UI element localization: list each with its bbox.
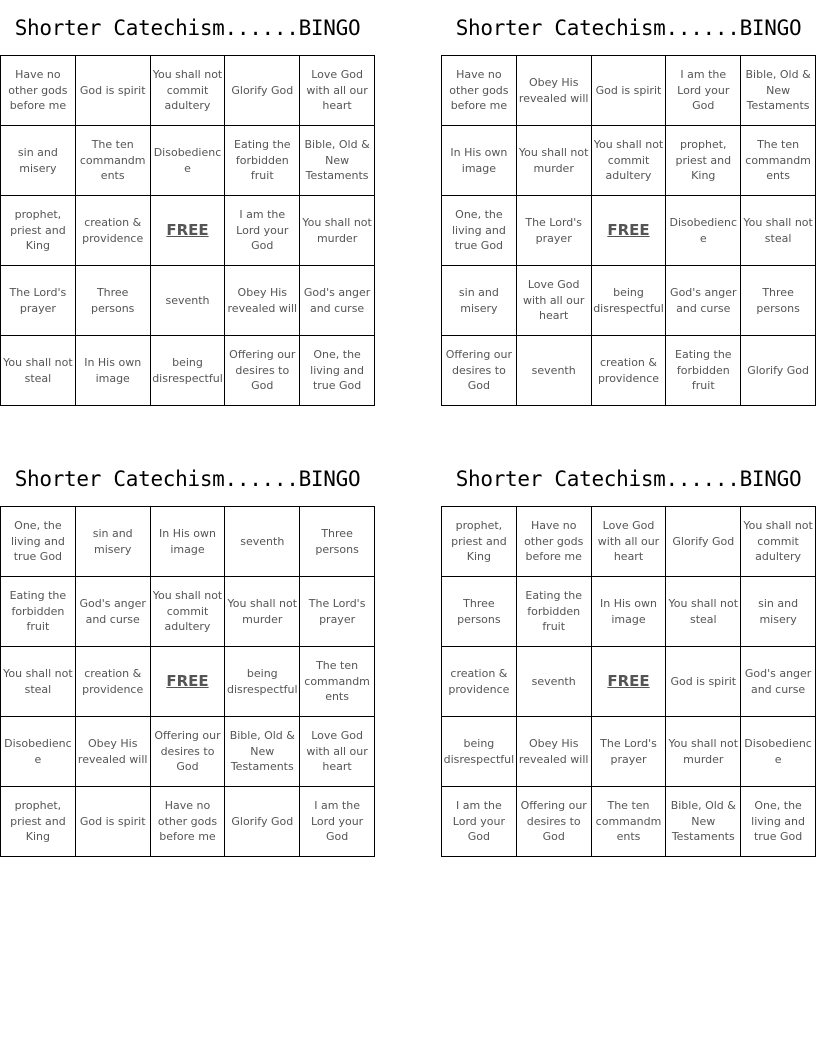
- bingo-cell: Obey His revealed will: [225, 266, 300, 336]
- bingo-cell: One, the living and true God: [741, 787, 816, 857]
- bingo-cell: Obey His revealed will: [517, 717, 592, 787]
- free-space-cell: FREE: [151, 196, 226, 266]
- bingo-cell: creation & providence: [76, 196, 151, 266]
- bingo-cell: prophet, priest and King: [442, 507, 517, 577]
- free-space-cell: FREE: [592, 647, 667, 717]
- bingo-cell: Three persons: [442, 577, 517, 647]
- bingo-cell: One, the living and true God: [442, 196, 517, 266]
- bingo-cell: In His own image: [442, 126, 517, 196]
- bingo-cell: seventh: [517, 336, 592, 406]
- bingo-cell: You shall not commit adultery: [741, 507, 816, 577]
- bingo-cell: Eating the forbidden fruit: [225, 126, 300, 196]
- bingo-cell: The Lord's prayer: [517, 196, 592, 266]
- card-title: Shorter Catechism......BINGO: [14, 467, 361, 491]
- bingo-grid: [0, 506, 375, 857]
- bingo-cell: Bible, Old & New Testaments: [666, 787, 741, 857]
- bingo-cell: Three persons: [741, 266, 816, 336]
- bingo-cell: Disobedience: [666, 196, 741, 266]
- bingo-cell: Love God with all our heart: [517, 266, 592, 336]
- bingo-cell: Love God with all our heart: [300, 717, 375, 787]
- bingo-cell: You shall not steal: [666, 577, 741, 647]
- bingo-cell: Love God with all our heart: [592, 507, 667, 577]
- bingo-cell: Glorify God: [741, 336, 816, 406]
- bingo-cell: In His own image: [592, 577, 667, 647]
- bingo-cell: Disobedience: [741, 717, 816, 787]
- bingo-cell: Bible, Old & New Testaments: [300, 126, 375, 196]
- bingo-cell: creation & providence: [592, 336, 667, 406]
- bingo-cell: sin and misery: [1, 126, 76, 196]
- bingo-cell: You shall not murder: [225, 577, 300, 647]
- bingo-cell: prophet, priest and King: [1, 196, 76, 266]
- bingo-cell: being disrespectful: [225, 647, 300, 717]
- bingo-cell: Eating the forbidden fruit: [666, 336, 741, 406]
- bingo-cell: Offering our desires to God: [517, 787, 592, 857]
- bingo-cell: One, the living and true God: [1, 507, 76, 577]
- bingo-cell: Glorify God: [225, 56, 300, 126]
- bingo-cell: Eating the forbidden fruit: [1, 577, 76, 647]
- bingo-cell: sin and misery: [76, 507, 151, 577]
- bingo-cell: One, the living and true God: [300, 336, 375, 406]
- bingo-cell: You shall not steal: [741, 196, 816, 266]
- bingo-cell: Have no other gods before me: [151, 787, 226, 857]
- free-space-cell: FREE: [592, 196, 667, 266]
- bingo-cell: seventh: [225, 507, 300, 577]
- bingo-cell: I am the Lord your God: [300, 787, 375, 857]
- bingo-cell: Bible, Old & New Testaments: [741, 56, 816, 126]
- bingo-cell: God's anger and curse: [300, 266, 375, 336]
- bingo-cell: Disobedience: [1, 717, 76, 787]
- bingo-cell: The ten commandments: [76, 126, 151, 196]
- bingo-cell: God is spirit: [76, 787, 151, 857]
- bingo-cell: The Lord's prayer: [300, 577, 375, 647]
- bingo-cell: creation & providence: [442, 647, 517, 717]
- bingo-cell: You shall not commit adultery: [151, 56, 226, 126]
- bingo-cell: Obey His revealed will: [517, 56, 592, 126]
- bingo-cell: I am the Lord your God: [225, 196, 300, 266]
- bingo-cell: You shall not steal: [1, 647, 76, 717]
- bingo-cell: Have no other gods before me: [517, 507, 592, 577]
- bingo-cell: seventh: [151, 266, 226, 336]
- bingo-cell: creation & providence: [76, 647, 151, 717]
- bingo-cell: God's anger and curse: [741, 647, 816, 717]
- bingo-cell: Offering our desires to God: [151, 717, 226, 787]
- bingo-cell: You shall not commit adultery: [592, 126, 667, 196]
- bingo-cell: Have no other gods before me: [1, 56, 76, 126]
- bingo-cell: In His own image: [76, 336, 151, 406]
- bingo-cell: I am the Lord your God: [666, 56, 741, 126]
- bingo-cell: You shall not murder: [517, 126, 592, 196]
- bingo-cell: The ten commandments: [300, 647, 375, 717]
- bingo-cell: God's anger and curse: [666, 266, 741, 336]
- bingo-cell: The ten commandments: [741, 126, 816, 196]
- bingo-cell: Love God with all our heart: [300, 56, 375, 126]
- bingo-cell: You shall not murder: [666, 717, 741, 787]
- card-title: Shorter Catechism......BINGO: [455, 467, 802, 491]
- bingo-cell: seventh: [517, 647, 592, 717]
- bingo-cell: Three persons: [76, 266, 151, 336]
- bingo-cell: Have no other gods before me: [442, 56, 517, 126]
- bingo-cell: God is spirit: [592, 56, 667, 126]
- bingo-cell: prophet, priest and King: [666, 126, 741, 196]
- bingo-cell: being disrespectful: [592, 266, 667, 336]
- bingo-grid: [441, 506, 816, 857]
- bingo-cell: Offering our desires to God: [442, 336, 517, 406]
- bingo-cell: Disobedience: [151, 126, 226, 196]
- bingo-cell: Glorify God: [225, 787, 300, 857]
- bingo-cell: In His own image: [151, 507, 226, 577]
- bingo-cell: Glorify God: [666, 507, 741, 577]
- bingo-grid: [441, 55, 816, 406]
- bingo-cell: Bible, Old & New Testaments: [225, 717, 300, 787]
- card-title: Shorter Catechism......BINGO: [14, 16, 361, 40]
- bingo-cell: You shall not murder: [300, 196, 375, 266]
- bingo-cell: Obey His revealed will: [76, 717, 151, 787]
- bingo-cell: The Lord's prayer: [1, 266, 76, 336]
- bingo-cell: Offering our desires to God: [225, 336, 300, 406]
- bingo-cell: God is spirit: [76, 56, 151, 126]
- bingo-cell: Eating the forbidden fruit: [517, 577, 592, 647]
- bingo-cell: prophet, priest and King: [1, 787, 76, 857]
- bingo-cell: I am the Lord your God: [442, 787, 517, 857]
- bingo-cell: You shall not commit adultery: [151, 577, 226, 647]
- bingo-grid: [0, 55, 375, 406]
- free-space-cell: FREE: [151, 647, 226, 717]
- bingo-cell: You shall not steal: [1, 336, 76, 406]
- bingo-cell: The ten commandments: [592, 787, 667, 857]
- bingo-cell: God is spirit: [666, 647, 741, 717]
- bingo-cell: sin and misery: [442, 266, 517, 336]
- bingo-cell: The Lord's prayer: [592, 717, 667, 787]
- bingo-cell: Three persons: [300, 507, 375, 577]
- bingo-cell: sin and misery: [741, 577, 816, 647]
- bingo-cell: being disrespectful: [151, 336, 226, 406]
- bingo-cell: being disrespectful: [442, 717, 517, 787]
- bingo-cell: God's anger and curse: [76, 577, 151, 647]
- card-title: Shorter Catechism......BINGO: [455, 16, 802, 40]
